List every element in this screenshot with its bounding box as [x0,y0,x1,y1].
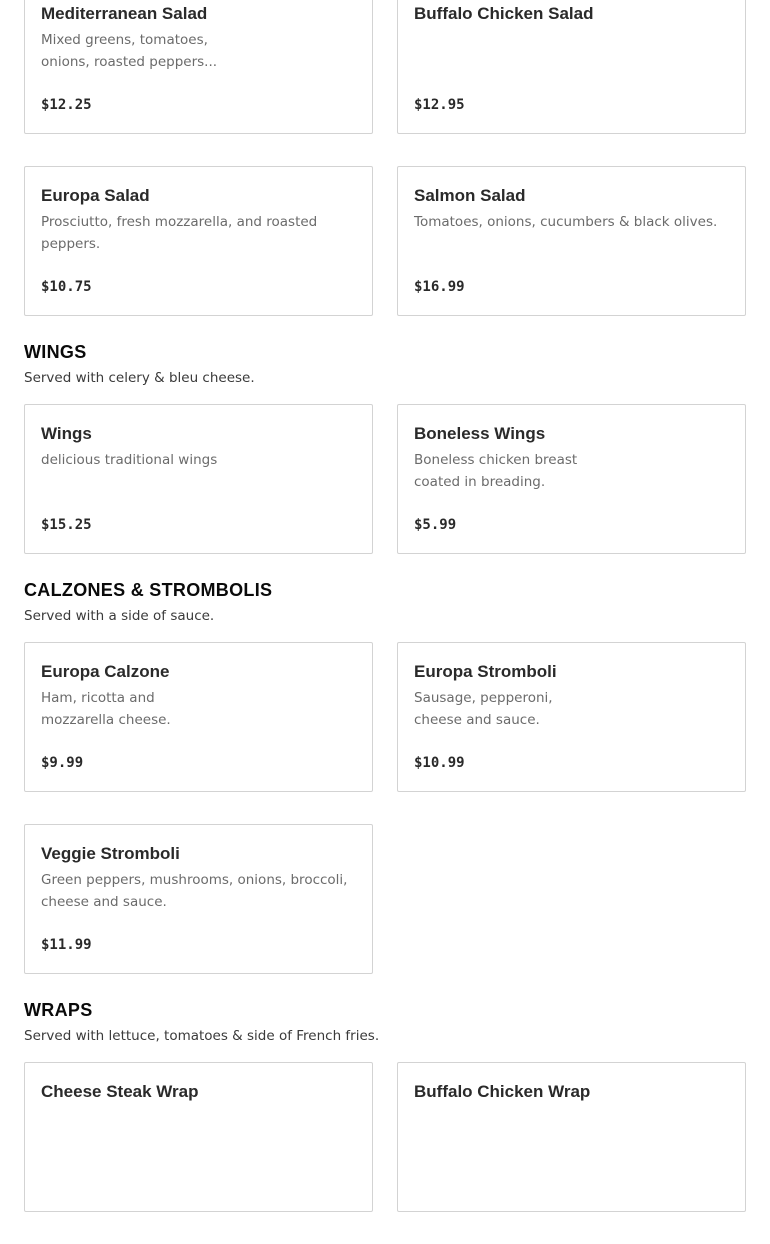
item-name: Cheese Steak Wrap [41,1082,199,1101]
item-name: Buffalo Chicken Salad [414,4,594,23]
menu-row [0,404,770,554]
menu-row [0,0,770,134]
menu-item-card[interactable] [24,0,373,134]
item-name: Veggie Stromboli [41,844,180,863]
menu-item-card[interactable] [397,642,746,792]
item-name: Salmon Salad [414,186,526,205]
menu-item-card[interactable] [24,824,373,974]
item-price: $15.25 [41,517,92,533]
section-calzones [0,578,770,626]
section-wraps [0,998,770,1046]
item-price: $5.99 [414,517,457,533]
item-description: Boneless chicken breast coated in breading. [414,452,578,490]
item-description: Sausage, pepperoni, cheese and sauce. [414,690,553,728]
section-subtitle: Served with lettuce, tomatoes & side of French fries. [24,1028,380,1044]
item-price: $11.99 [41,937,92,953]
item-description: Ham, ricotta and mozzarella cheese. [41,690,171,728]
item-name: Europa Calzone [41,662,170,681]
item-description: Prosciutto, fresh mozzarella, and roasted peppers. [41,214,318,252]
item-name: Europa Salad [41,186,150,205]
menu-row [0,642,770,792]
menu-item-card[interactable] [397,1062,746,1212]
section-wings [0,340,770,388]
menu-item-card[interactable] [397,404,746,554]
item-name: Wings [41,424,92,443]
menu-row [0,824,770,974]
menu-item-card[interactable] [24,166,373,316]
menu-row [0,166,770,316]
item-name: Europa Stromboli [414,662,557,681]
item-description: Green peppers, mushrooms, onions, broccoli, cheese and sauce. [41,872,348,910]
menu-item-card[interactable] [24,1062,373,1212]
menu-item-card[interactable] [397,0,746,134]
item-name: Boneless Wings [414,424,546,443]
item-description: delicious traditional wings [41,452,218,468]
item-description: Mixed greens, tomatoes, onions, roasted peppers... [41,32,218,70]
menu-row [0,1062,770,1212]
menu-item-card[interactable] [24,404,373,554]
item-name: Mediterranean Salad [41,4,208,23]
menu-item-card[interactable] [397,166,746,316]
item-name: Buffalo Chicken Wrap [414,1082,591,1101]
menu-item-card[interactable] [24,642,373,792]
section-subtitle: Served with celery & bleu cheese. [24,370,255,386]
section-subtitle: Served with a side of sauce. [24,608,215,624]
item-price: $16.99 [414,279,465,295]
item-price: $9.99 [41,755,84,771]
item-price: $12.95 [414,97,465,113]
section-title: CALZONES & STROMBOLIS [24,580,273,600]
item-price: $10.75 [41,279,92,295]
section-title: WRAPS [24,1000,93,1020]
item-description: Tomatoes, onions, cucumbers & black olives. [414,214,718,230]
item-price: $12.25 [41,97,92,113]
item-price: $10.99 [414,755,465,771]
section-title: WINGS [24,342,87,362]
